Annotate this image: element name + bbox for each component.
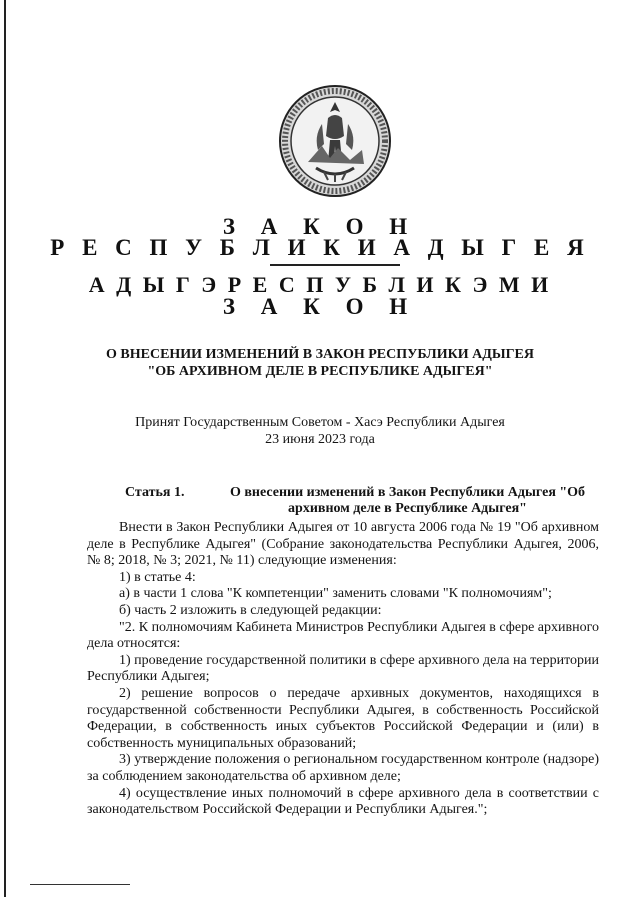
title-adyghe-republic: А Д Ы Г Э Р Е С П У Б Л И К Э М И: [88, 272, 552, 297]
title-republic: Р Е С П У Б Л И К И А Д Ы Г Е Я: [50, 235, 590, 260]
paragraph-intro: Внести в Закон Республики Адыгея от 10 августа 2006 года № 19 "Об архивном деле в Республике Адыгея" (Собрание законодательства Республики Адыгея, 2006, № 8; 2018, № 3; 2021, № 11) следующие изменения:: [87, 520, 599, 569]
adoption-statement: Принят Государственным Советом - Хасэ Республики Адыгея: [135, 415, 505, 430]
paragraph-clause-2: "2. К полномочиям Кабинета Министров Республики Адыгея в сфере архивного дела относятся:: [87, 619, 599, 652]
title-divider: [270, 264, 400, 266]
paragraph-power-2: 2) решение вопросов о передаче архивных документов, находящихся в государственной собственности Республики Адыгея, в собственность Российской Федерации, в собственность иных субъектов Российской Федерации и (или) в собственность муниципальных образований;: [87, 685, 599, 751]
article-number: Статья 1.: [125, 485, 185, 500]
title-law: З А К О Н: [222, 214, 418, 239]
coat-of-arms-icon: [278, 84, 392, 198]
paragraph-item-b: б) часть 2 изложить в следующей редакции:: [119, 602, 382, 618]
paragraph-power-3: 3) утверждение положения о региональном государственном контроле (надзоре) за соблюдением законодательства об архивном деле;: [87, 752, 599, 784]
paragraph-power-4: 4) осуществление иных полномочий в сфере архивного дела в соответствии с законодательством Российской Федерации и Республики Адыгея.";: [87, 785, 599, 818]
paragraph-item-a: а) в части 1 слова "К компетенции" заменить словами "К полномочиям";: [119, 586, 552, 602]
page-left-edge: [4, 0, 6, 897]
law-subject-line1: О ВНЕСЕНИИ ИЗМЕНЕНИЙ В ЗАКОН РЕСПУБЛИКИ АДЫГЕЯ: [106, 347, 534, 362]
paragraph-power-1: 1) проведение государственной политики в сфере архивного дела на территории Республики Адыгея;: [87, 652, 599, 685]
article-title: О внесении изменений в Закон Республики Адыгея "Об архивном деле в Республике Адыгея": [229, 485, 586, 516]
law-subject-line2: "ОБ АРХИВНОМ ДЕЛЕ В РЕСПУБЛИКЕ АДЫГЕЯ": [147, 364, 493, 379]
adoption-date: 23 июня 2023 года: [265, 432, 375, 447]
title-adyghe-law: З А К О Н: [222, 294, 418, 319]
footnote-rule: [30, 884, 130, 885]
article-body: [87, 520, 599, 819]
paragraph-item-1: 1) в статье 4:: [119, 569, 196, 585]
